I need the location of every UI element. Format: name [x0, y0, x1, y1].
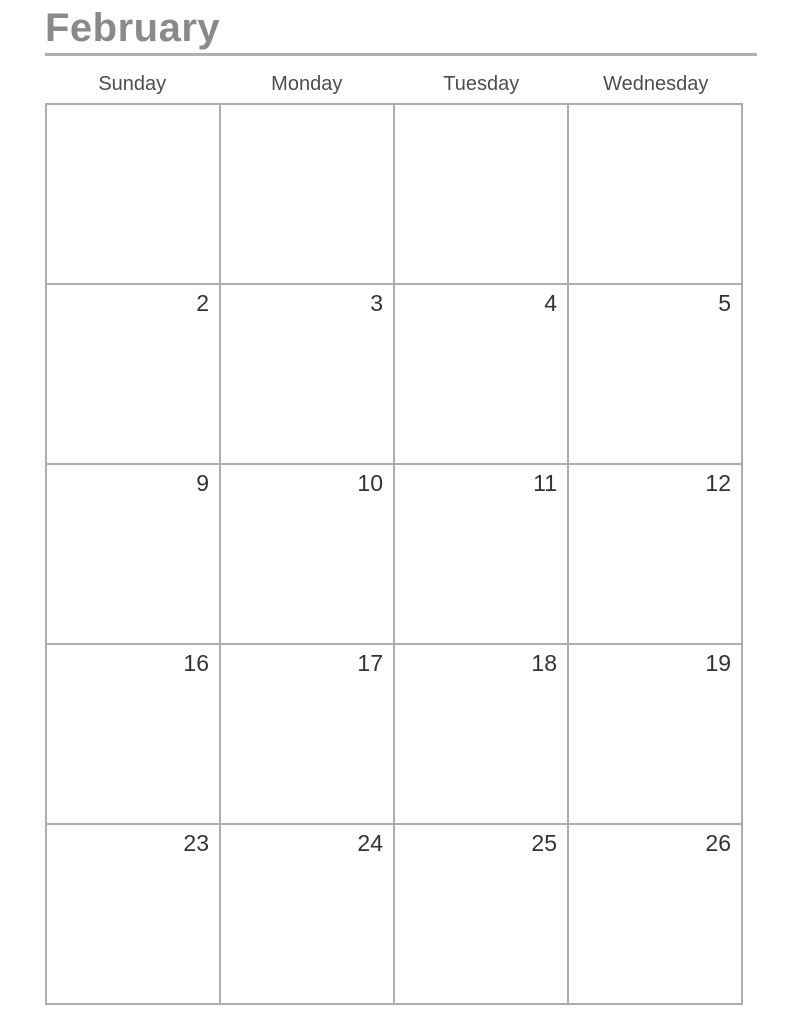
calendar-grid	[45, 103, 743, 1005]
calendar-cell	[568, 284, 742, 464]
date-label: 12	[705, 470, 731, 496]
date-label: 18	[531, 650, 557, 676]
calendar-cell	[46, 284, 220, 464]
calendar-week-row	[46, 644, 742, 824]
calendar-cell	[220, 464, 394, 644]
date-label: 2	[196, 290, 209, 316]
calendar-cell	[220, 104, 394, 284]
calendar-week-row	[46, 284, 742, 464]
calendar-cell	[568, 464, 742, 644]
date-label: 5	[718, 290, 731, 316]
date-label: 19	[705, 650, 731, 676]
calendar-content	[45, 0, 757, 1005]
calendar-cell	[394, 284, 568, 464]
date-label: 24	[357, 830, 383, 856]
date-label: 16	[183, 650, 209, 676]
calendar-cell	[46, 104, 220, 284]
day-header-sunday: Sunday	[98, 73, 167, 95]
calendar-cell	[46, 644, 220, 824]
calendar-cell	[220, 284, 394, 464]
calendar-week-row	[46, 464, 742, 644]
calendar-cell	[568, 824, 742, 1004]
date-label: 17	[357, 650, 383, 676]
date-label: 23	[183, 830, 209, 856]
date-label: 4	[544, 290, 557, 316]
calendar-cell	[394, 824, 568, 1004]
calendar-cell	[394, 464, 568, 644]
date-label: 26	[705, 830, 731, 856]
date-label: 11	[533, 470, 557, 496]
calendar-week-row	[46, 824, 742, 1004]
calendar-cell	[394, 104, 568, 284]
calendar-cell	[46, 464, 220, 644]
calendar-cell	[568, 644, 742, 824]
date-label: 3	[370, 290, 383, 316]
calendar-week-row	[46, 104, 742, 284]
date-label: 9	[196, 470, 209, 496]
date-label: 25	[531, 830, 557, 856]
calendar-cell	[568, 104, 742, 284]
date-label: 10	[357, 470, 383, 496]
calendar-cell	[46, 824, 220, 1004]
day-header-row	[45, 56, 743, 103]
calendar-cell	[220, 644, 394, 824]
day-header-wednesday: Wednesday	[603, 73, 709, 95]
calendar-cell	[220, 824, 394, 1004]
calendar-cell	[394, 644, 568, 824]
month-title: February	[45, 6, 221, 50]
day-header-monday: Monday	[271, 73, 343, 95]
day-header-tuesday: Tuesday	[443, 73, 520, 95]
